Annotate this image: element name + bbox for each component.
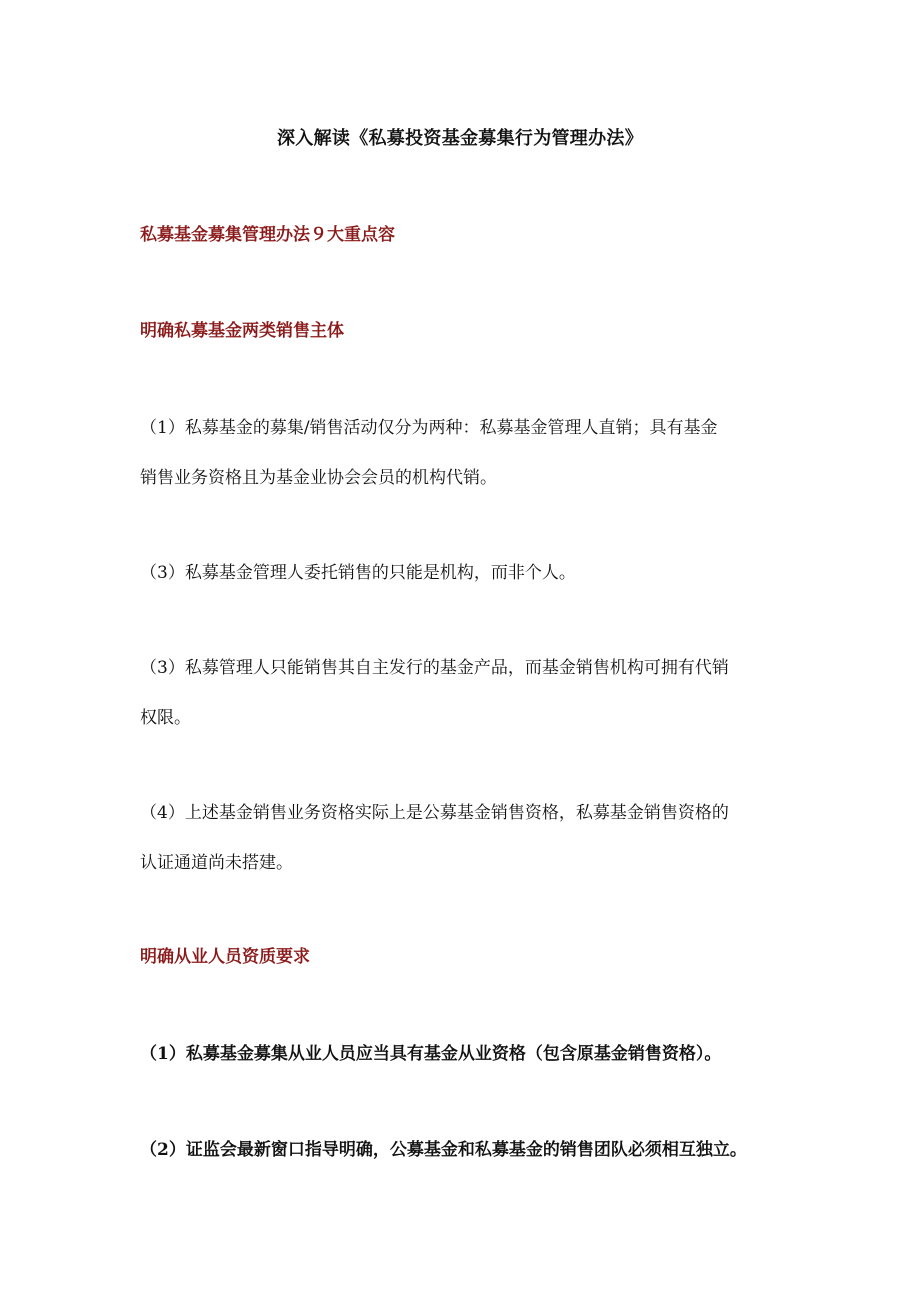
paragraph-staff-1	[140, 1029, 790, 1079]
paragraph-sales-4	[140, 788, 790, 888]
main-section-heading: 私募基金募集管理办法９大重点容	[140, 225, 395, 245]
section-heading-staff-qualification: 明确从业人员资质要求	[140, 947, 310, 967]
paragraph-line: （2）证监会最新窗口指导明确，公募基金和私募基金的销售团队必须相互独立。	[140, 1140, 747, 1160]
paragraph-sales-2	[140, 548, 790, 598]
paragraph-line: （1）私募基金的募集/销售活动仅分为两种：私募基金管理人直销；具有基金	[140, 418, 718, 438]
paragraph-line: 权限。	[140, 708, 191, 728]
paragraph-line: 认证通道尚未搭建。	[140, 853, 293, 873]
document-title: 深入解读《私募投资基金募集行为管理办法》	[277, 128, 643, 149]
paragraph-line: （1）私募基金募集从业人员应当具有基金从业资格（包含原基金销售资格）。	[140, 1044, 722, 1064]
paragraph-line: 销售业务资格且为基金业协会会员的机构代销。	[140, 468, 497, 488]
paragraph-staff-2	[140, 1125, 790, 1175]
paragraph-line: （4）上述基金销售业务资格实际上是公募基金销售资格，私募基金销售资格的	[140, 803, 729, 823]
paragraph-sales-1	[140, 403, 790, 503]
paragraph-line: （3）私募基金管理人委托销售的只能是机构，而非个人。	[140, 563, 576, 583]
paragraph-sales-3	[140, 643, 790, 743]
section-heading-sales-entities: 明确私募基金两类销售主体	[140, 321, 344, 341]
paragraph-line: （3）私募管理人只能销售其自主发行的基金产品，而基金销售机构可拥有代销	[140, 658, 729, 678]
